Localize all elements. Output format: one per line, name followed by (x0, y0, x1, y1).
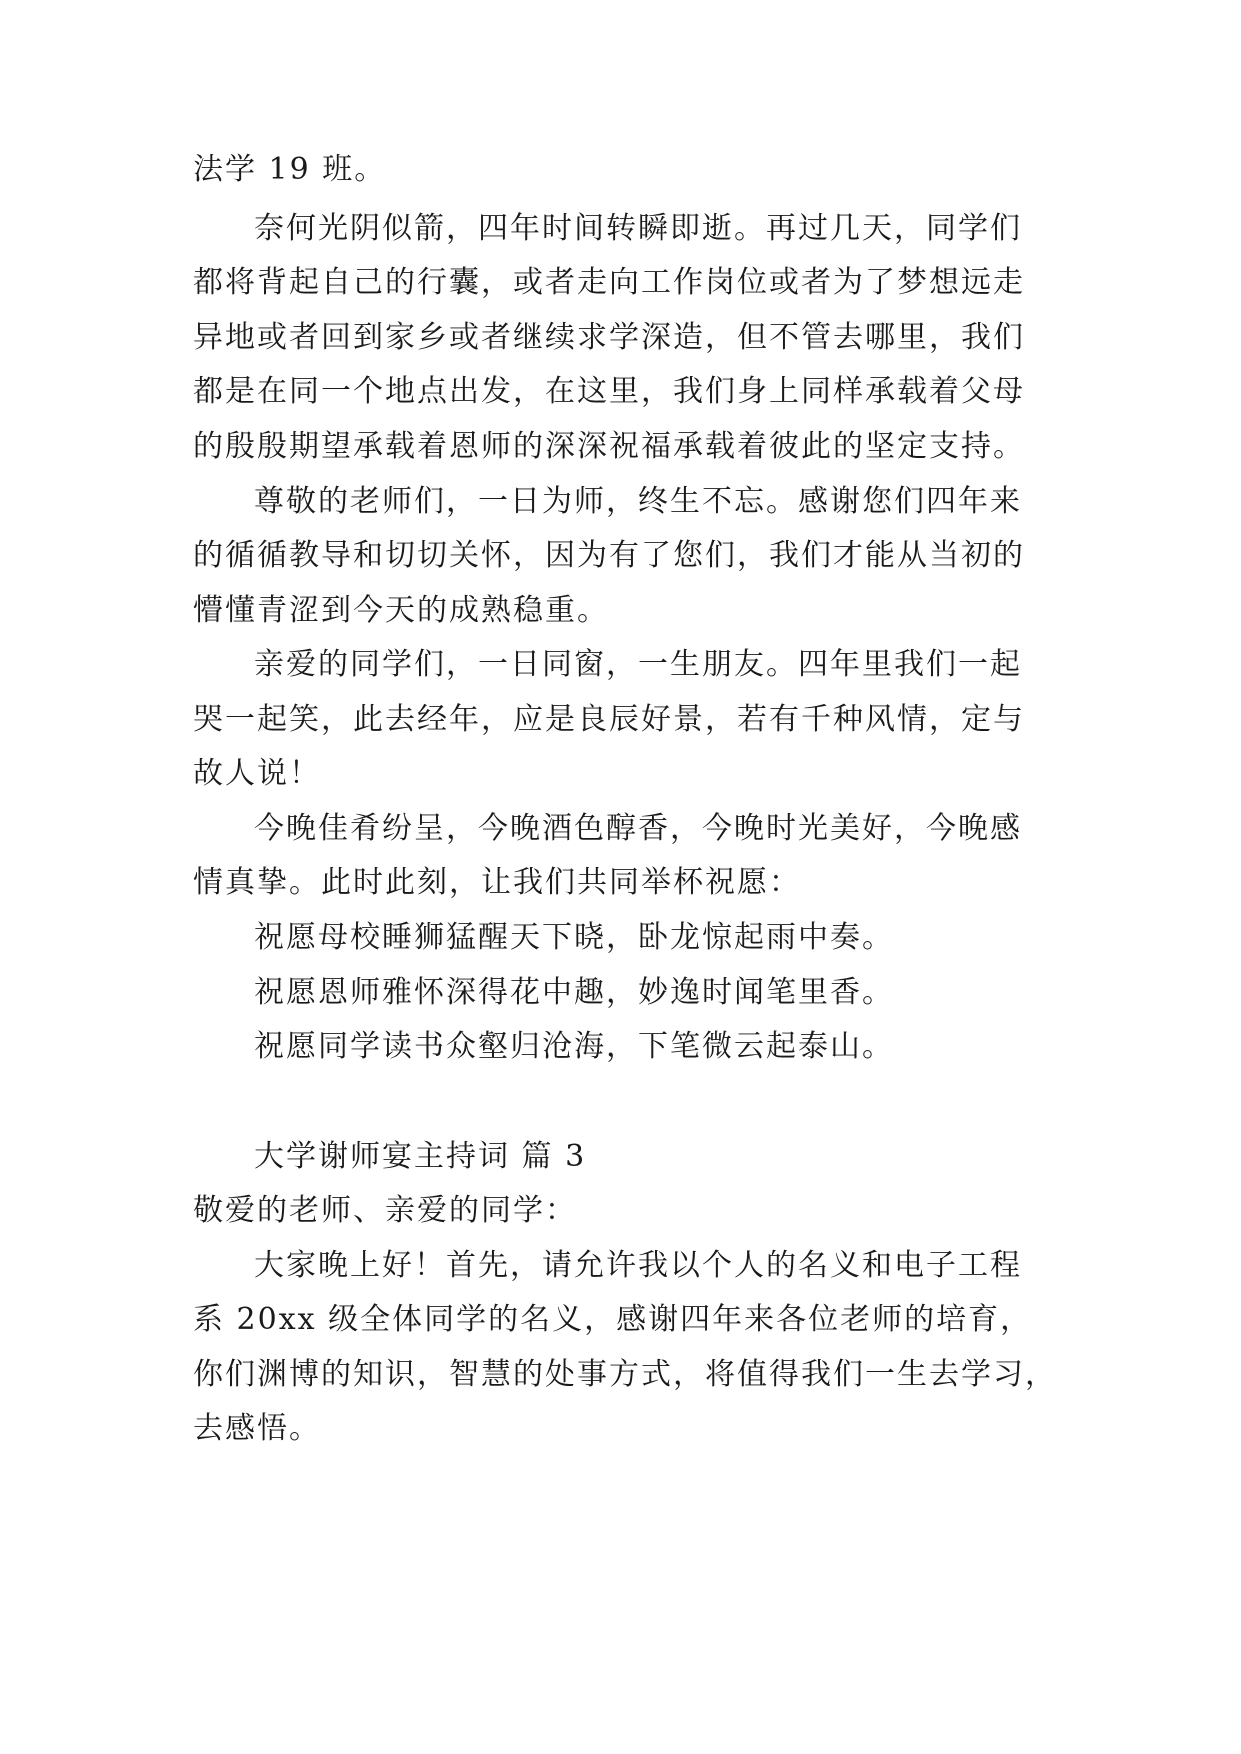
paragraph-start: 尊敬的老师们，一日为师，终生不忘。感谢您们四年来 (254, 484, 1022, 519)
toast-line: 祝愿母校睡狮猛醒天下晓，卧龙惊起雨中奏。 (254, 920, 894, 955)
text-line: 你们渊博的知识，智慧的处事方式，将值得我们一生去学习， (193, 1357, 1057, 1392)
text-line: 懵懂青涩到今天的成熟稳重。 (193, 593, 609, 628)
text-line: 哭一起笑，此去经年，应是良辰好景，若有千种风情，定与 (193, 702, 1025, 737)
text-line: 系 20xx 级全体同学的名义，感谢四年来各位老师的培育， (193, 1302, 1033, 1337)
text-line: 去感悟。 (193, 1411, 321, 1446)
text-line: 的循循教导和切切关怀，因为有了您们，我们才能从当初的 (193, 538, 1025, 573)
paragraph-start: 大家晚上好！首先，请允许我以个人的名义和电子工程 (254, 1248, 1022, 1283)
paragraph-start: 今晚佳肴纷呈，今晚酒色醇香，今晚时光美好，今晚感 (254, 811, 1022, 846)
section-heading: 大学谢师宴主持词 篇 3 (254, 1139, 587, 1174)
toast-line: 祝愿恩师雅怀深得花中趣，妙逸时闻笔里香。 (254, 975, 894, 1010)
text-line: 法学 19 班。 (193, 152, 387, 187)
text-line: 都是在同一个地点出发，在这里，我们身上同样承载着父母 (193, 374, 1025, 409)
text-line: 的殷殷期望承载着恩师的深深祝福承载着彼此的坚定支持。 (193, 429, 1025, 464)
text-line: 都将背起自己的行囊，或者走向工作岗位或者为了梦想远走 (193, 265, 1025, 300)
toast-line: 祝愿同学读书众壑归沧海，下笔微云起泰山。 (254, 1029, 894, 1064)
paragraph-start: 亲爱的同学们，一日同窗，一生朋友。四年里我们一起 (254, 647, 1022, 682)
text-line: 异地或者回到家乡或者继续求学深造，但不管去哪里，我们 (193, 320, 1025, 355)
text-line: 情真挚。此时此刻，让我们共同举杯祝愿： (193, 865, 801, 900)
text-line: 故人说！ (193, 756, 321, 791)
paragraph-start: 奈何光阴似箭，四年时间转瞬即逝。再过几天，同学们 (254, 211, 1022, 246)
salutation: 敬爱的老师、亲爱的同学： (193, 1193, 577, 1228)
